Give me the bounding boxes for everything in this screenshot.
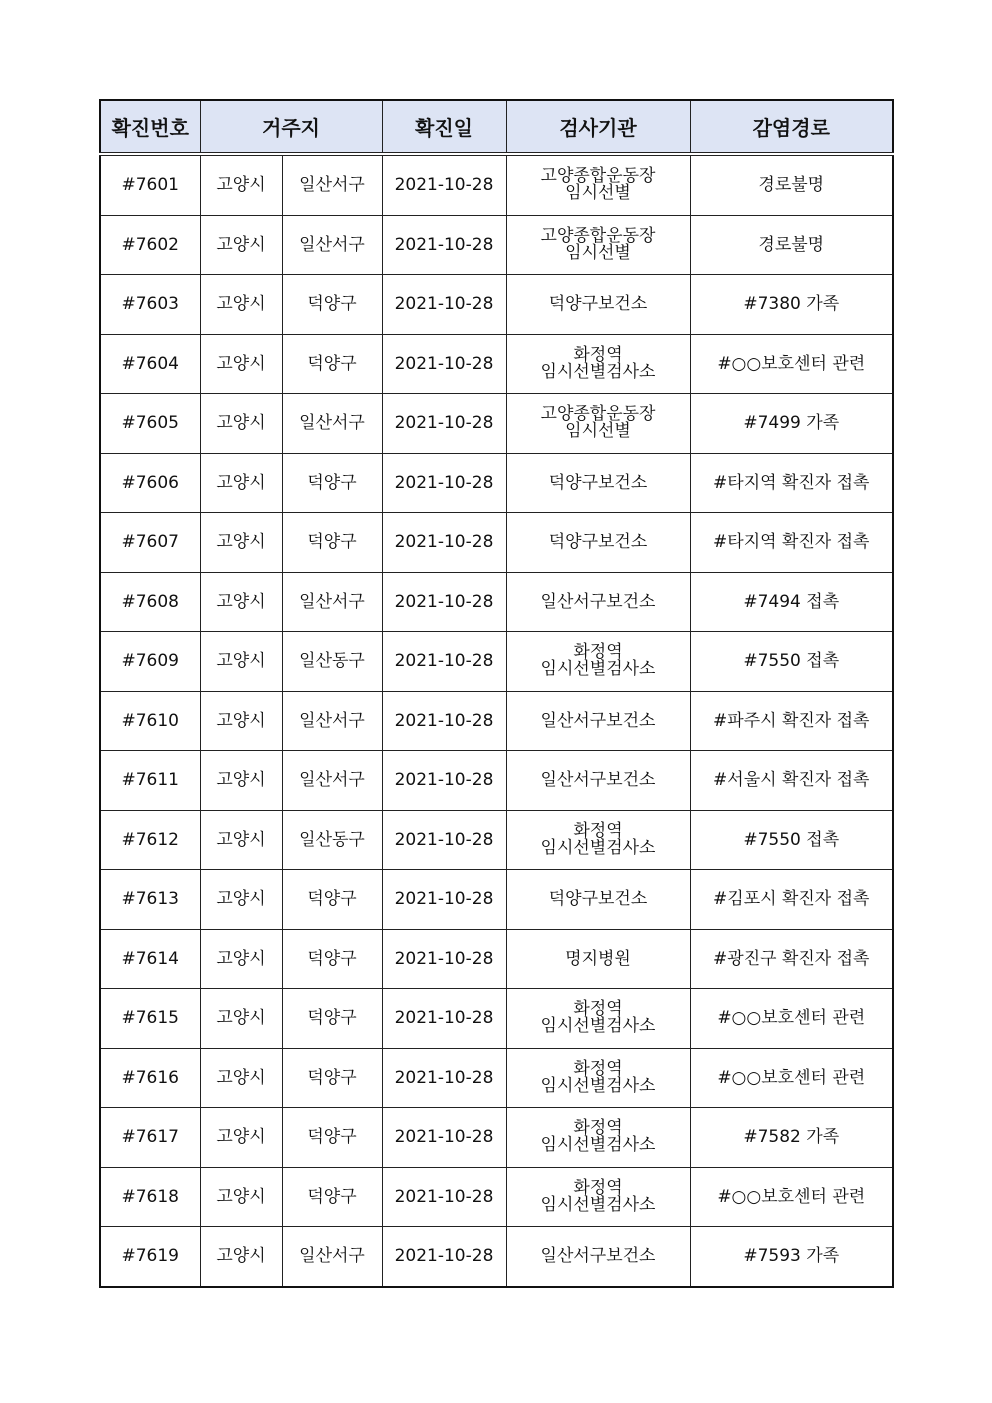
test-agency-cell	[506, 215, 690, 275]
infection-route-cell: 경로불명	[690, 154, 893, 215]
confirm-date-cell: 2021-10-28	[382, 572, 506, 632]
district-cell: 덕양구	[282, 1167, 382, 1227]
case-number-cell: #7615	[100, 989, 200, 1049]
test-agency-two-line	[541, 644, 656, 678]
case-table	[99, 99, 894, 1288]
confirm-date-cell: 2021-10-28	[382, 513, 506, 573]
test-agency-line2: 임시선별검사소	[540, 1075, 656, 1096]
test-agency-cell	[506, 810, 690, 870]
infection-route-cell: #○○보호센터 관련	[690, 1167, 893, 1227]
case-number-cell: #7604	[100, 334, 200, 394]
test-agency-cell: 명지병원	[506, 929, 690, 989]
confirm-date-cell: 2021-10-28	[382, 632, 506, 692]
table-row	[100, 453, 893, 513]
table-row	[100, 394, 893, 454]
table-row	[100, 989, 893, 1049]
case-number-cell: #7619	[100, 1227, 200, 1287]
confirm-date-cell: 2021-10-28	[382, 334, 506, 394]
header-test-agency: 검사기관	[506, 100, 690, 154]
table-row	[100, 513, 893, 573]
test-agency-two-line	[540, 225, 656, 263]
test-agency-line2: 임시선별	[565, 421, 631, 442]
test-agency-cell: 일산서구보건소	[506, 572, 690, 632]
infection-route-cell: #7550 접촉	[690, 632, 893, 692]
test-agency-cell	[506, 394, 690, 454]
city-cell: 고양시	[200, 989, 282, 1049]
confirm-date-cell: 2021-10-28	[382, 989, 506, 1049]
test-agency-cell	[506, 632, 690, 692]
test-agency-two-line	[540, 1177, 656, 1215]
table-row	[100, 870, 893, 930]
confirm-date-cell: 2021-10-28	[382, 154, 506, 215]
confirm-date-cell: 2021-10-28	[382, 453, 506, 513]
test-agency-cell: 일산서구보건소	[506, 1227, 690, 1287]
test-agency-line1: 화정역	[573, 642, 623, 663]
test-agency-two-line	[540, 344, 656, 382]
district-cell: 일산서구	[282, 154, 382, 215]
table-header	[100, 100, 893, 154]
table-row	[100, 215, 893, 275]
test-agency-two-line	[540, 820, 656, 858]
header-confirm-date: 확진일	[382, 100, 506, 154]
case-number-cell: #7606	[100, 453, 200, 513]
test-agency-cell	[506, 1108, 690, 1168]
test-agency-two-line	[541, 1001, 656, 1035]
case-number-cell: #7605	[100, 394, 200, 454]
case-number-cell: #7614	[100, 929, 200, 989]
test-agency-line2: 임시선별검사소	[540, 361, 656, 382]
table-row	[100, 632, 893, 692]
case-number-cell: #7611	[100, 751, 200, 811]
test-agency-line1: 화정역	[573, 1058, 623, 1079]
table-row	[100, 572, 893, 632]
case-table-sheet	[99, 99, 892, 1288]
district-cell: 일산서구	[282, 215, 382, 275]
test-agency-two-line	[541, 406, 656, 440]
case-number-cell: #7613	[100, 870, 200, 930]
test-agency-line1: 화정역	[573, 1177, 623, 1198]
city-cell: 고양시	[200, 1108, 282, 1168]
infection-route-cell: #7380 가족	[690, 275, 893, 335]
case-number-cell: #7618	[100, 1167, 200, 1227]
table-row	[100, 1227, 893, 1287]
table-row	[100, 1108, 893, 1168]
district-cell: 일산동구	[282, 632, 382, 692]
table-row	[100, 334, 893, 394]
test-agency-cell: 덕양구보건소	[506, 513, 690, 573]
test-agency-line2: 임시선별검사소	[540, 1194, 656, 1215]
case-number-cell: #7612	[100, 810, 200, 870]
infection-route-cell: #파주시 확진자 접촉	[690, 691, 893, 751]
case-number-cell: #7610	[100, 691, 200, 751]
city-cell: 고양시	[200, 751, 282, 811]
infection-route-cell: #광진구 확진자 접촉	[690, 929, 893, 989]
city-cell: 고양시	[200, 632, 282, 692]
test-agency-cell	[506, 1167, 690, 1227]
test-agency-line1: 화정역	[573, 999, 623, 1020]
test-agency-line2: 임시선별	[565, 183, 631, 204]
test-agency-cell	[506, 154, 690, 215]
table-row	[100, 1048, 893, 1108]
district-cell: 일산서구	[282, 1227, 382, 1287]
case-number-cell: #7608	[100, 572, 200, 632]
confirm-date-cell: 2021-10-28	[382, 870, 506, 930]
city-cell: 고양시	[200, 870, 282, 930]
test-agency-cell	[506, 334, 690, 394]
table-row	[100, 929, 893, 989]
test-agency-line1: 고양종합운동장	[540, 166, 656, 187]
table-row	[100, 751, 893, 811]
confirm-date-cell: 2021-10-28	[382, 1108, 506, 1168]
city-cell: 고양시	[200, 275, 282, 335]
header-residence: 거주지	[200, 100, 382, 154]
infection-route-cell: #타지역 확진자 접촉	[690, 513, 893, 573]
infection-route-cell: #서울시 확진자 접촉	[690, 751, 893, 811]
test-agency-line2: 임시선별검사소	[540, 1135, 656, 1156]
test-agency-cell: 덕양구보건소	[506, 453, 690, 513]
infection-route-cell: #○○보호센터 관련	[690, 334, 893, 394]
test-agency-line1: 고양종합운동장	[540, 225, 656, 246]
confirm-date-cell: 2021-10-28	[382, 1048, 506, 1108]
city-cell: 고양시	[200, 394, 282, 454]
city-cell: 고양시	[200, 453, 282, 513]
test-agency-line2: 임시선별검사소	[540, 837, 656, 858]
district-cell: 덕양구	[282, 989, 382, 1049]
infection-route-cell: 경로불명	[690, 215, 893, 275]
confirm-date-cell: 2021-10-28	[382, 1167, 506, 1227]
case-number-cell: #7601	[100, 154, 200, 215]
city-cell: 고양시	[200, 215, 282, 275]
infection-route-cell: #김포시 확진자 접촉	[690, 870, 893, 930]
confirm-date-cell: 2021-10-28	[382, 691, 506, 751]
test-agency-line2: 임시선별	[565, 242, 631, 263]
case-number-cell: #7603	[100, 275, 200, 335]
table-row	[100, 154, 893, 215]
test-agency-cell: 일산서구보건소	[506, 691, 690, 751]
infection-route-cell: #7593 가족	[690, 1227, 893, 1287]
infection-route-cell: #7499 가족	[690, 394, 893, 454]
infection-route-cell: #○○보호센터 관련	[690, 1048, 893, 1108]
infection-route-cell: #7494 접촉	[690, 572, 893, 632]
confirm-date-cell: 2021-10-28	[382, 1227, 506, 1287]
district-cell: 덕양구	[282, 929, 382, 989]
case-number-cell: #7609	[100, 632, 200, 692]
table-row	[100, 810, 893, 870]
district-cell: 덕양구	[282, 275, 382, 335]
table-row	[100, 275, 893, 335]
test-agency-two-line	[541, 1120, 656, 1154]
district-cell: 덕양구	[282, 1108, 382, 1168]
confirm-date-cell: 2021-10-28	[382, 275, 506, 335]
district-cell: 일산동구	[282, 810, 382, 870]
city-cell: 고양시	[200, 1227, 282, 1287]
city-cell: 고양시	[200, 1048, 282, 1108]
test-agency-line2: 임시선별검사소	[540, 659, 656, 680]
case-number-cell: #7602	[100, 215, 200, 275]
test-agency-line1: 고양종합운동장	[540, 404, 656, 425]
confirm-date-cell: 2021-10-28	[382, 751, 506, 811]
confirm-date-cell: 2021-10-28	[382, 929, 506, 989]
city-cell: 고양시	[200, 513, 282, 573]
test-agency-two-line	[541, 168, 656, 202]
district-cell: 덕양구	[282, 870, 382, 930]
city-cell: 고양시	[200, 1167, 282, 1227]
district-cell: 일산서구	[282, 751, 382, 811]
table-row	[100, 1167, 893, 1227]
case-number-cell: #7616	[100, 1048, 200, 1108]
infection-route-cell: #7550 접촉	[690, 810, 893, 870]
city-cell: 고양시	[200, 929, 282, 989]
district-cell: 덕양구	[282, 334, 382, 394]
test-agency-line1: 화정역	[573, 820, 623, 841]
header-route: 감염경로	[690, 100, 893, 154]
test-agency-cell	[506, 989, 690, 1049]
table-row	[100, 691, 893, 751]
test-agency-cell: 덕양구보건소	[506, 870, 690, 930]
table-body	[100, 154, 893, 1287]
test-agency-cell: 덕양구보건소	[506, 275, 690, 335]
district-cell: 덕양구	[282, 453, 382, 513]
infection-route-cell: #7582 가족	[690, 1108, 893, 1168]
district-cell: 일산서구	[282, 691, 382, 751]
city-cell: 고양시	[200, 154, 282, 215]
header-case-no: 확진번호	[100, 100, 200, 154]
test-agency-line2: 임시선별검사소	[540, 1016, 656, 1037]
test-agency-line1: 화정역	[573, 344, 623, 365]
infection-route-cell: #타지역 확진자 접촉	[690, 453, 893, 513]
test-agency-two-line	[540, 1058, 656, 1096]
infection-route-cell: #○○보호센터 관련	[690, 989, 893, 1049]
city-cell: 고양시	[200, 810, 282, 870]
confirm-date-cell: 2021-10-28	[382, 215, 506, 275]
city-cell: 고양시	[200, 572, 282, 632]
confirm-date-cell: 2021-10-28	[382, 810, 506, 870]
district-cell: 일산서구	[282, 572, 382, 632]
district-cell: 일산서구	[282, 394, 382, 454]
case-number-cell: #7607	[100, 513, 200, 573]
test-agency-line1: 화정역	[573, 1118, 623, 1139]
confirm-date-cell: 2021-10-28	[382, 394, 506, 454]
district-cell: 덕양구	[282, 1048, 382, 1108]
test-agency-cell: 일산서구보건소	[506, 751, 690, 811]
city-cell: 고양시	[200, 691, 282, 751]
district-cell: 덕양구	[282, 513, 382, 573]
test-agency-cell	[506, 1048, 690, 1108]
case-number-cell: #7617	[100, 1108, 200, 1168]
city-cell: 고양시	[200, 334, 282, 394]
